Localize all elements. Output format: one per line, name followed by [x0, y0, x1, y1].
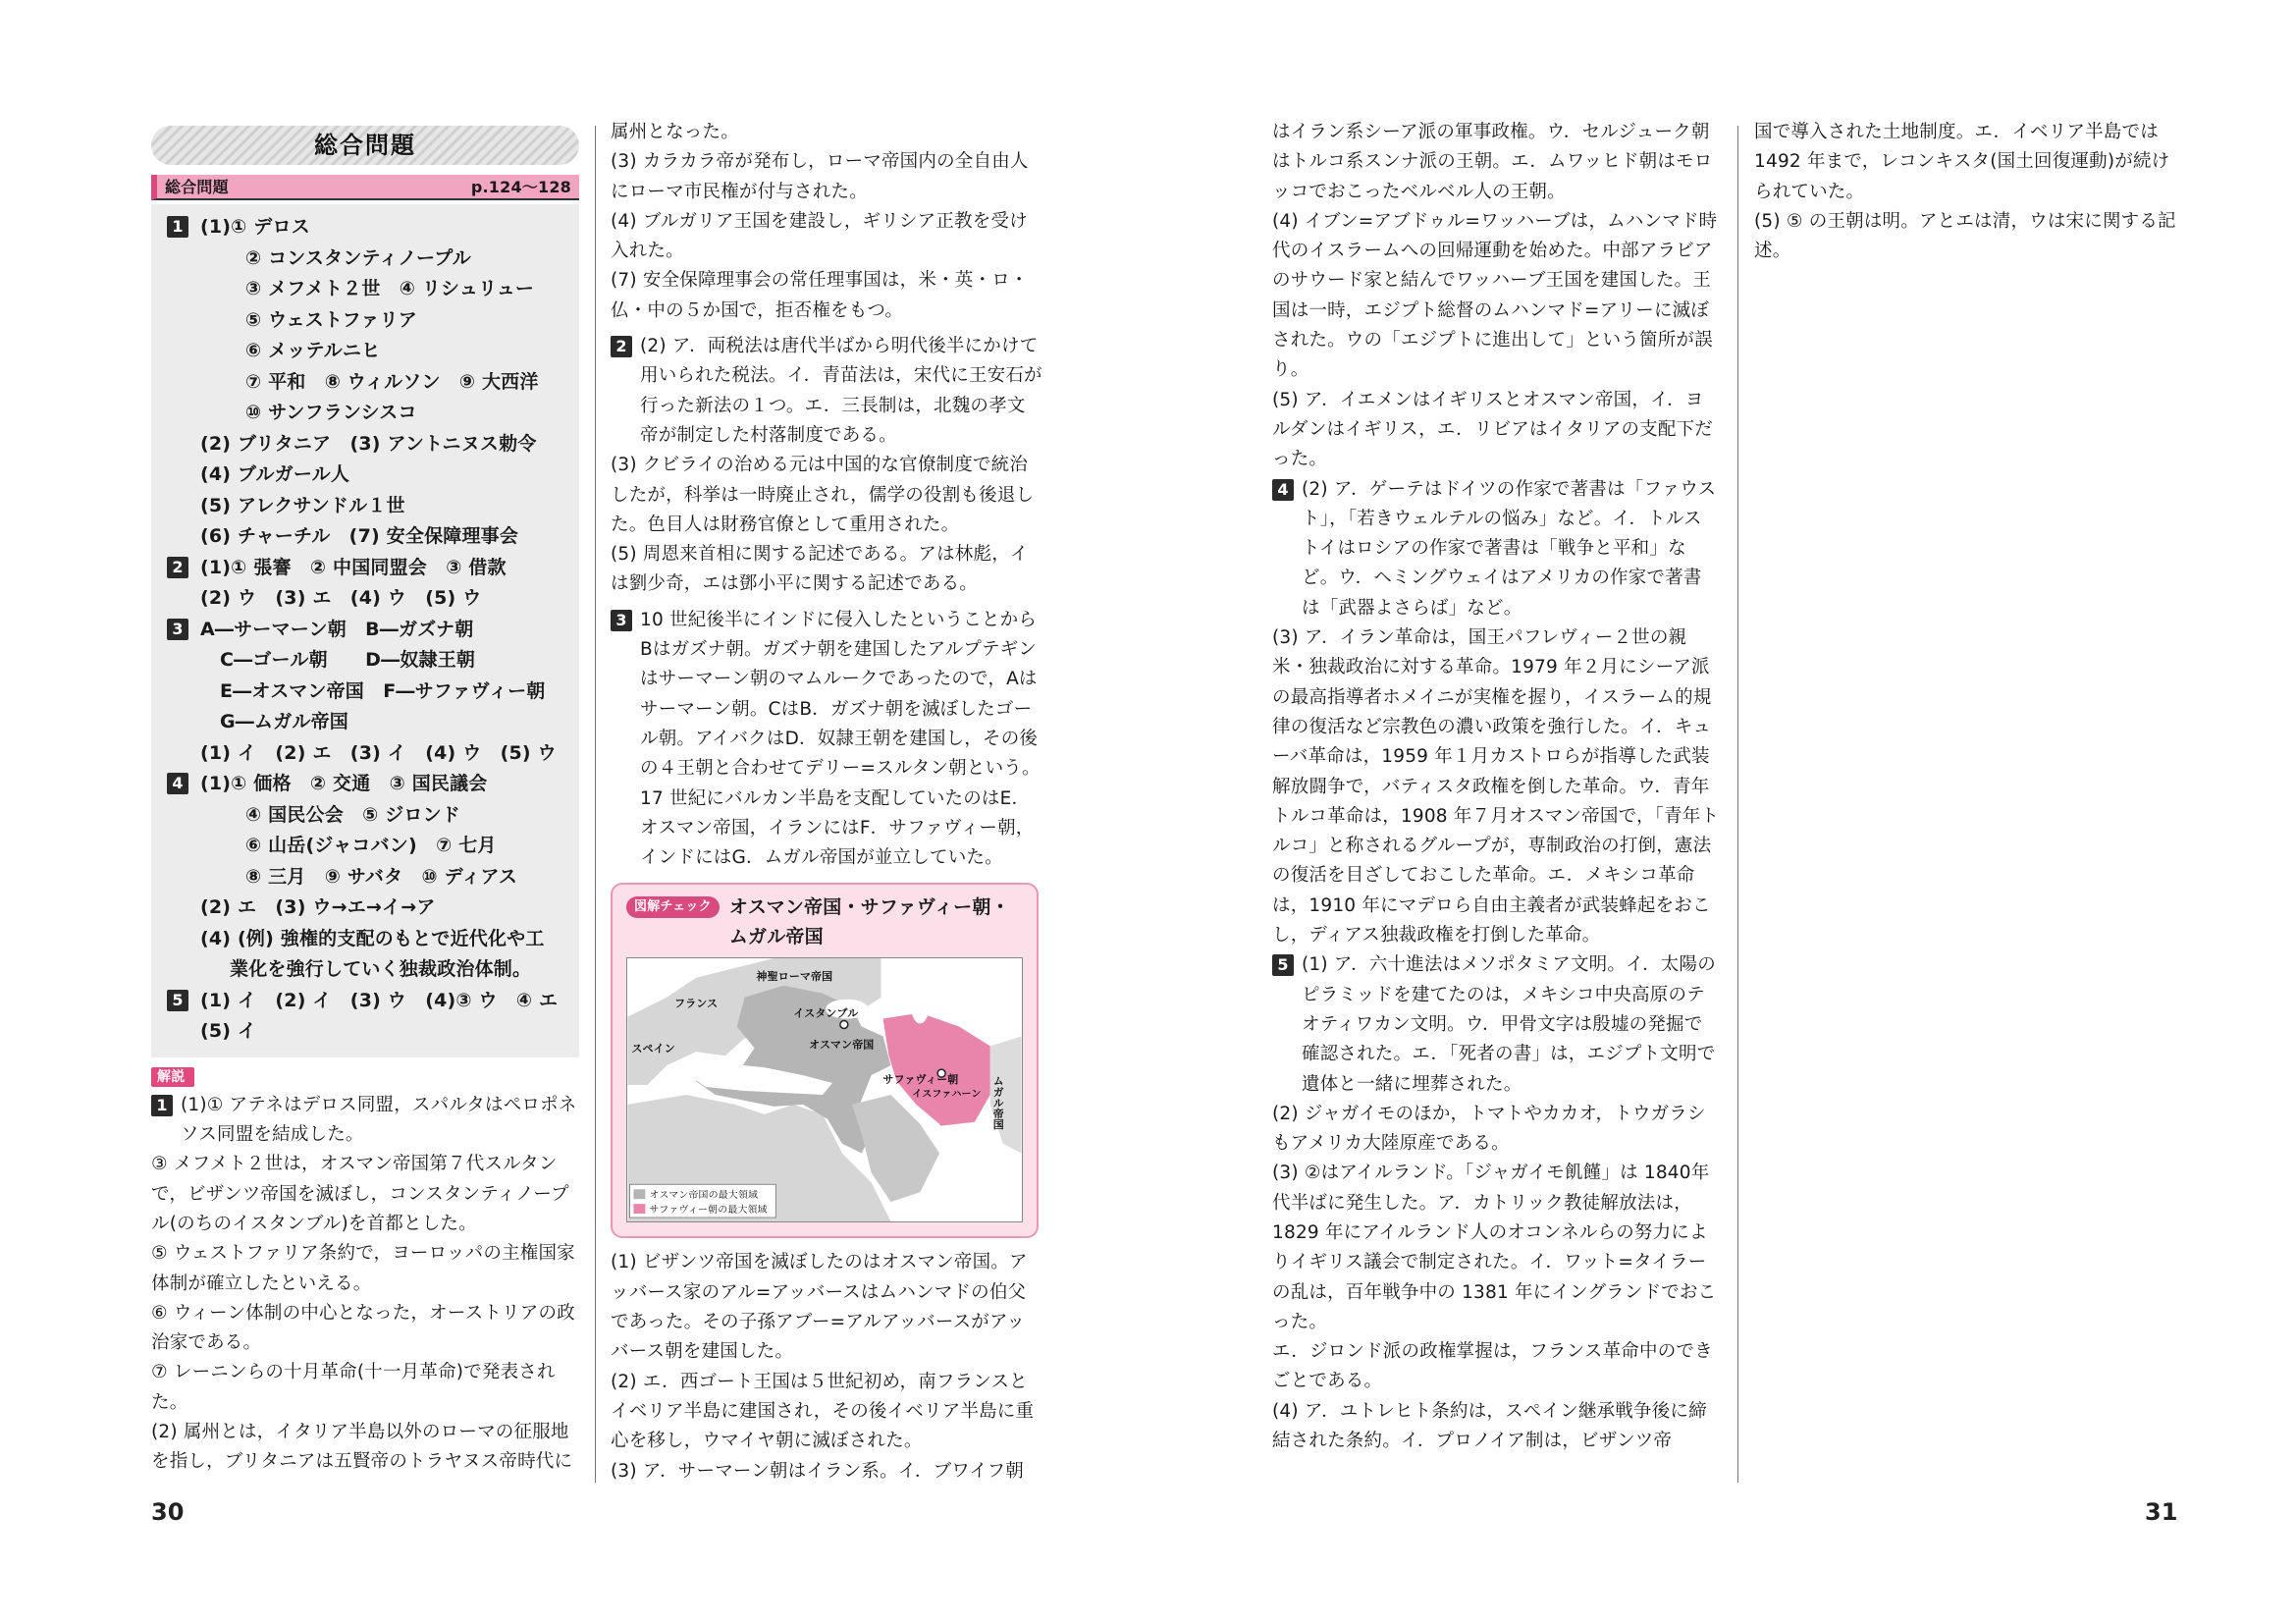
explanation-paragraph: (2) ア．両税法は唐代半ばから明代後半にかけて用いられた税法。イ．青苗法は，宋代に王安石が行った新法の１つ。エ．三長制は，北魏の孝文帝が制定した村落制度である。 — [640, 336, 1042, 446]
answer-line: ② コンスタンティノープル — [245, 246, 471, 269]
map-label-isfahan: イスファハーン — [912, 1089, 982, 1101]
answer-line: (1)① 張謇 ② 中国同盟会 ③ 借款 — [200, 556, 507, 578]
explanation-paragraph: ⑥ ウィーン体制の中心となった，オーストリアの政治家である。 — [151, 1302, 575, 1354]
answer-line: (2) ウ (3) エ (4) ウ (5) ウ — [200, 587, 482, 609]
map-box — [611, 883, 1039, 1238]
map-caspian-sea — [910, 981, 930, 1024]
explanation-paragraph: (1) ビザンツ帝国を滅ぼしたのはオスマン帝国。アッバース家のアル=アッバースはムハンマドの伯父であった。その子孫アブー=アルアッバースがアッバース朝を建国した。 — [611, 1252, 1028, 1363]
map-badge: 図解チェック — [626, 896, 720, 918]
column-1 — [151, 126, 579, 1478]
page-number-left: 30 — [151, 1498, 185, 1526]
explanation-paragraph: 属州となった。 — [611, 122, 739, 142]
map-label-hre: 神聖ローマ帝国 — [756, 970, 833, 984]
answer-line: (5) アレクサンドル１世 — [200, 494, 405, 516]
explanation-paragraph: (3) ア．イラン革命は，国王パフレヴィー２世の親米・独裁政治に対する革命。1979 年２月にシーア派の最高指導者ホメイニが実権を握り，イスラーム的規律の復活など宗教色の濃い政策を強行した。イ．キューバ革命は，1959 年１月カストロらが指導した武装解放闘争で，バティスタ政権を倒した革命。ウ．青年トルコ革命は，1908 年７月オスマン帝国で，「青年トルコ」と称されるグループが，専制政治の打倒，憲法の復活を目ざしておこした革命。エ．メキシコ革命は，1910 年にマデロら自由主義者が武装蜂起をおこし，ディアス独裁政権を打倒した革命。 — [1272, 627, 1720, 947]
column-3 — [1272, 118, 1720, 1456]
explanation-paragraph: (4) ブルガリア王国を建設し，ギリシア正教を受け入れた。 — [611, 210, 1028, 262]
explanation-paragraph: (7) 安全保障理事会の常任理事国は，米・英・ロ・仏・中の５か国で，拒否権をもつ。 — [611, 270, 1029, 321]
answer-line: A―サーマーン朝 B―ガズナ朝 — [200, 618, 474, 640]
subbar-pages: p.124〜128 — [470, 178, 571, 196]
answer-line: ⑩ サンフランシスコ — [245, 402, 417, 423]
answer-line: 業化を強行していく独裁政治体制。 — [230, 958, 532, 980]
question-number-2: 2 — [167, 557, 188, 578]
column-rule-3 — [1737, 126, 1738, 1483]
question-number-3: 3 — [167, 619, 188, 640]
page-number-right: 31 — [2145, 1498, 2178, 1526]
map-legend-ottoman: オスマン帝国の最大領域 — [649, 1190, 759, 1202]
map-figure — [626, 957, 1023, 1222]
column-4 — [1754, 118, 2176, 266]
answer-line: ⑤ ウェストファリア — [245, 308, 417, 331]
section-subbar — [151, 175, 579, 200]
question-number-5: 5 — [167, 990, 188, 1011]
answer-line: ⑧ 三月 ⑨ サバタ ⑩ ディアス — [245, 865, 518, 888]
explanation-paragraph: (3) クビライの治める元は中国的な官僚制度で統治したが，科挙は一時廃止され，儒学の役割も後退した。色目人は財務官僚として重用された。 — [611, 455, 1035, 535]
kaisetsu-label: 解説 — [151, 1067, 194, 1087]
map-label-ottoman: オスマン帝国 — [809, 1038, 875, 1052]
explanation-paragraph: (2) エ．西ゴート王国は５世紀初め，南フランスとイベリア半島に建国され，その後イベリア半島に重心を移し，ウマイヤ朝に滅ぼされた。 — [611, 1371, 1035, 1452]
answer-line: C―ゴール朝 D―奴隷王朝 — [220, 649, 476, 671]
answer-line: (2) ブリタニア (3) アントニヌス勅令 — [200, 432, 537, 455]
answer-line: (2) エ (3) ウ→エ→イ→ア — [200, 896, 436, 918]
answer-line: ⑥ メッテルニヒ — [245, 340, 381, 361]
column-rule-1 — [595, 126, 596, 1483]
map-label-france: フランス — [674, 998, 719, 1011]
explanation-number-5: 5 — [1272, 954, 1294, 976]
map-legend-swatch-ottoman — [633, 1190, 645, 1200]
subbar-label: 総合問題 — [165, 178, 229, 196]
explanation-paragraph: (1) ア．六十進法はメソポタミア文明。イ．太陽のピラミッドを建てたのは，メキシコ中央高原のテオティワカン文明。ウ．甲骨文字は殷墟の発掘で確認された。エ．「死者の書」は，エジプト文明で遺体と一緒に埋葬された。 — [1302, 954, 1716, 1095]
explanation-paragraph: はイラン系シーア派の軍事政権。ウ．セルジューク朝はトルコ系スンナ派の王朝。エ．ムワッヒド朝はモロッコでおこったベルベル人の王朝。 — [1272, 122, 1713, 202]
answer-line: (1)① デロス — [200, 216, 310, 238]
answer-line: (1)① 価格 ② 交通 ③ 国民議会 — [200, 773, 488, 794]
explanation-number-2: 2 — [611, 336, 632, 357]
answer-line: ⑥ 山岳(ジャコバン) ⑦ 七月 — [245, 835, 497, 856]
answer-box — [151, 204, 579, 1057]
explanation-paragraph: (2) ジャガイモのほか，トマトやカカオ，トウガラシもアメリカ大陸原産である。 — [1272, 1103, 1706, 1155]
explanation-paragraph: ③ メフメト２世は，オスマン帝国第７代スルタンで，ビザンツ帝国を滅ぼし，コンスタンティノープル(のちのイスタンブル)を首都とした。 — [151, 1154, 569, 1234]
answer-line: (4) ブルガール人 — [200, 463, 350, 485]
explanation-number-4: 4 — [1272, 479, 1294, 501]
answer-line: E―オスマン帝国 F―サファヴィー朝 — [220, 679, 546, 702]
explanation-paragraph: (4) ア．ユトレヒト条約は，スペイン継承戦争後に締結された条約。イ．プロノイア制は，ビザンツ帝 — [1272, 1400, 1707, 1452]
answer-line: ③ メフメト２世 ④ リシュリュー — [245, 278, 535, 299]
explanation-number-3: 3 — [611, 610, 632, 631]
explanation-paragraph: (1)① アテネはデロス同盟，スパルタはペロポネソス同盟を結成した。 — [181, 1094, 577, 1146]
section-title: 総合問題 — [151, 126, 579, 165]
answer-line: G―ムガル帝国 — [220, 711, 348, 732]
explanation-paragraph: (4) イブン=アブドゥル=ワッハーブは，ムハンマド時代のイスラームへの回帰運動を始めた。中部アラビアのサウード家と結んでワッハーブ王国を建国した。王国は一時，エジプト総督のムハンマド=アリーに滅ぼされた。ウの「エジプトに進出して」という箇所が誤り。 — [1272, 210, 1718, 381]
answer-line: (4) (例) 強権的支配のもとで近代化や工 — [200, 927, 545, 949]
explanation-number-1: 1 — [151, 1095, 173, 1116]
answer-line: ⑦ 平和 ⑧ ウィルソン ⑨ 大西洋 — [245, 370, 539, 393]
map-label-istanbul: イスタンブル — [793, 1006, 859, 1020]
explanation-paragraph: (2) ア．ゲーテはドイツの作家で著書は「ファウスト」，「若きウェルテルの悩み」など。イ．トルストイはロシアの作家で著書は「戦争と平和」など。ウ．ヘミングウェイはアメリカの作家で著書は「武器よさらば」など。 — [1302, 478, 1717, 619]
explanation-paragraph: エ．ジロンド派の政権掌握は，フランス革命中のできごとである。 — [1272, 1341, 1713, 1392]
question-number-4: 4 — [167, 773, 188, 794]
map-point-istanbul — [840, 1021, 848, 1029]
explanation-paragraph: (5) ⑤ の王朝は明。アとエは清，ウは宋に関する記述。 — [1754, 210, 2176, 262]
answer-line: (5) イ — [200, 1020, 257, 1042]
map-label-mughal: ムガル帝国 — [991, 1075, 1005, 1131]
column-2 — [611, 118, 1042, 1487]
explanation-paragraph: (2) 属州とは，イタリア半島以外のローマの征服地を指し，ブリタニアは五賢帝のトラヤヌス帝時代に — [151, 1422, 573, 1473]
map-label-spain: スペイン — [631, 1042, 675, 1056]
explanation-paragraph: 国で導入された土地制度。エ．イベリア半島では1492 年まで，レコンキスタ(国土回復運動)が続けられていた。 — [1754, 122, 2170, 202]
map-legend-safavid: サファヴィー朝の最大領域 — [649, 1205, 768, 1217]
question-number-1: 1 — [167, 216, 188, 238]
explanation-paragraph: (3) カラカラ帝が発布し，ローマ帝国内の全自由人にローマ市民権が付与された。 — [611, 151, 1029, 202]
answer-line: (1) イ (2) エ (3) イ (4) ウ (5) ウ — [200, 741, 557, 764]
explanation-paragraph: ⑦ レーニンらの十月革命(十一月革命)で発表された。 — [151, 1362, 556, 1413]
explanation-paragraph: (5) ア．イエメンはイギリスとオスマン帝国，イ．ヨルダンはイギリス，エ．リビアはイタリアの支配下だった。 — [1272, 389, 1713, 470]
explanation-paragraph: 10 世紀後半にインドに侵入したということからBはガズナ朝。ガズナ朝を建国したアルプテギンはサーマーン朝のマムルークであったので，Aはサーマーン朝。CはB．ガズナ朝を滅ぼしたゴール朝。アイバクはD．奴隷王朝を建国し，その後の４王朝と合わせてデリー=スルタン朝という。17 世紀にバルカン半島を支配していたのはE．オスマン帝国，イランにはF．サファヴィー朝，インドにはG．ムガル帝国が並立していた。 — [640, 609, 1041, 869]
explanation-paragraph: (3) ②はアイルランド。「ジャガイモ飢饉」は 1840年代半ばに発生した。ア．カトリック教徒解放法は，1829 年にアイルランド人のオコンネルらの努力によりイギリス議会で制定された。イ．ワット=タイラーの乱は，百年戦争中の 1381 年にイングランドでおこった。 — [1272, 1163, 1717, 1332]
explanation-paragraph: ⑤ ウェストファリア条約で，ヨーロッパの主権国家体制が確立したといえる。 — [151, 1243, 575, 1294]
explanation-paragraph: (5) 周恩来首相に関する記述である。アは林彪，イは劉少奇，エは鄧小平に関する記述である。 — [611, 544, 1029, 595]
map-legend-swatch-safavid — [633, 1205, 645, 1215]
map-label-safavid: サファヴィー朝 — [882, 1073, 959, 1087]
explanation-paragraph: (3) ア．サーマーン朝はイラン系。イ．ブワイフ朝 — [611, 1460, 1024, 1482]
answer-line: (1) イ (2) イ (3) ウ (4)③ ウ ④ エ — [200, 989, 559, 1011]
map-title: オスマン帝国・サファヴィー朝・ムガル帝国 — [728, 896, 1010, 948]
answer-line: (6) チャーチル (7) 安全保障理事会 — [200, 525, 519, 547]
answer-line: ④ 国民公会 ⑤ ジロンド — [245, 803, 461, 826]
